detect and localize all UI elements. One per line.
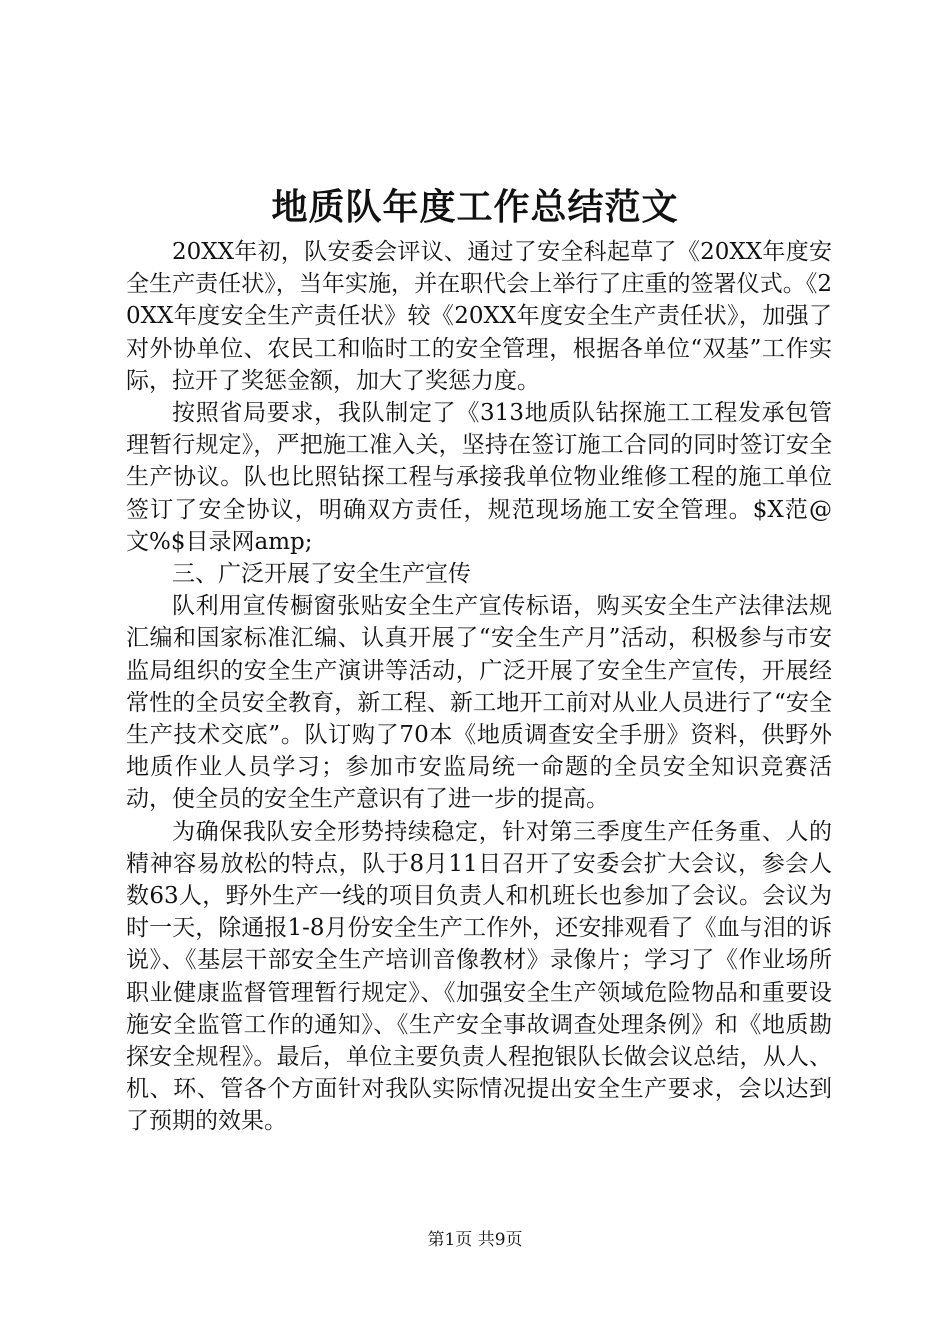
paragraph-4: 为确保我队安全形势持续稳定，针对第三季度生产任务重、人的精神容易放松的特点，队于8月11日召开了安委会扩大会议，参会人数63人，野外生产一线的项目负责人和机班长也参加了会议。会议为时一天，除通报1-8月份安全生产工作外，还安排观看了《血与泪的诉说》、《基层干部安全生产培训音像教材》录像片；学习了《作业场所职业健康监督管理暂行规定》、《加强安全生产领域危险物品和重要设施安全监管工作的通知》、《生产安全事故调查处理条例》和《地质勘探安全规程》。最后，单位主要负责人程抱银队长做会议总结，从人、机、环、管各个方面针对我队实际情况提出安全生产要求，会以达到了预期的效果。	[126, 818, 832, 1135]
paragraph-1: 20XX年初，队安委会评议、通过了安全科起草了《20XX年度安全生产责任状》，当年实施，并在职代会上举行了庄重的签署仪式。《20XX年度安全生产责任状》较《20XX年度安全生产责任状》，加强了对外协单位、农民工和临时工的安全管理，根据各单位“双基”工作实际，拉开了奖惩金额，加大了奖惩力度。	[126, 239, 832, 394]
page-footer: 第1页 共9页	[427, 1230, 523, 1250]
document-body	[126, 236, 832, 1138]
document-title: 地质队年度工作总结范文	[271, 186, 679, 228]
paragraph-3: 队利用宣传橱窗张贴安全生产宣传标语，购买安全生产法律法规汇编和国家标准汇编、认真开展了“安全生产月”活动，积极参与市安监局组织的安全生产演讲等活动，广泛开展了安全生产宣传，开展经常性的全员安全教育，新工程、新工地开工前对从业人员进行了“安全生产技术交底”。队订购了70本《地质调查安全手册》资料，供野外地质作业人员学习；参加市安监局统一命题的全员安全知识竞赛活动，使全员的安全生产意识有了进一步的提高。	[126, 593, 832, 813]
paragraph-2: 按照省局要求，我队制定了《313地质队钻探施工工程发承包管理暂行规定》，严把施工准入关，坚持在签订施工合同的同时签订安全生产协议。队也比照钻探工程与承接我单位物业维修工程的施工单位签订了安全协议，明确双方责任，规范现场施工安全管理。$X范@文%$目录网amp;	[126, 400, 832, 555]
section-heading-3: 三、广泛开展了安全生产宣传	[172, 561, 471, 588]
